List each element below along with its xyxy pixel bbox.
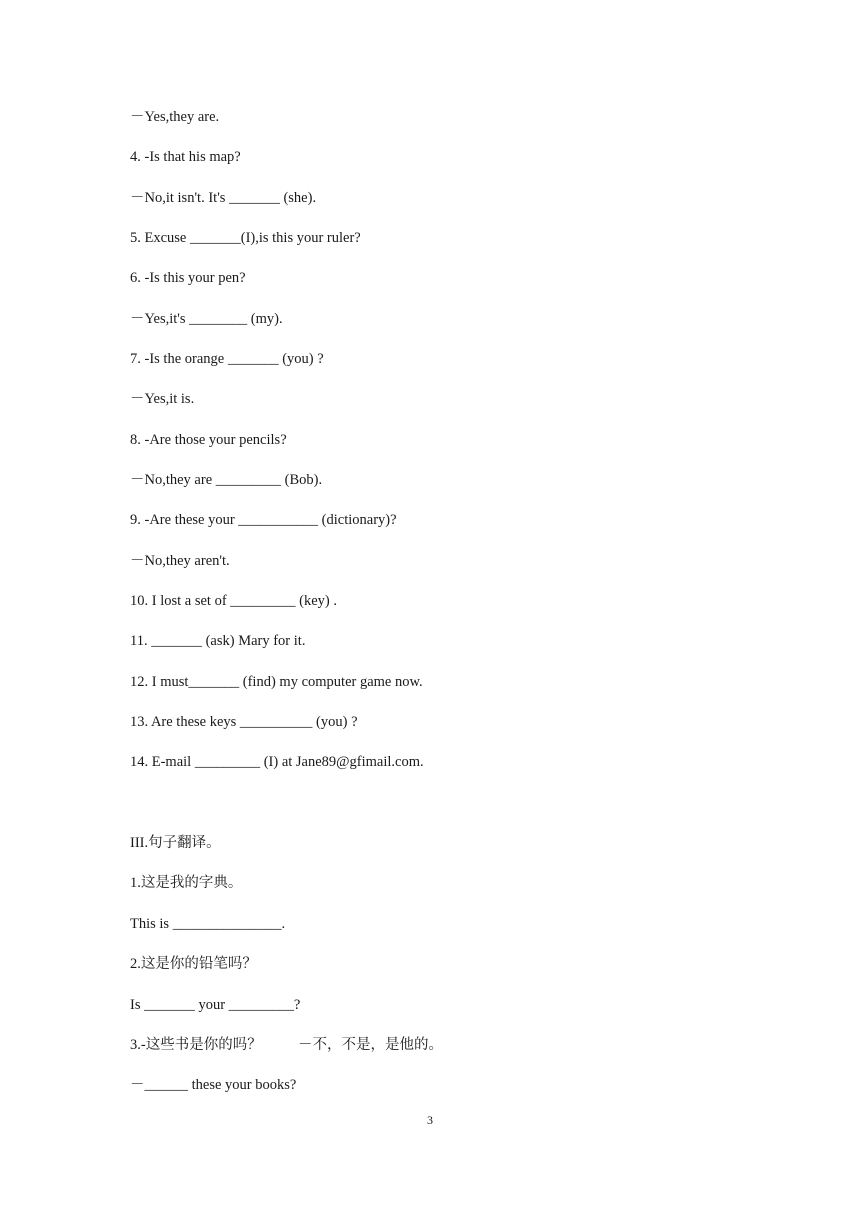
question-14: 14. E-mail _________ (I) at Jane89@gfimail.com.	[130, 754, 424, 770]
question-9: 9. -Are these your ___________ (dictionary)?	[130, 512, 397, 528]
translation-1-answer: This is _______________.	[130, 916, 286, 932]
translation-3-answer: －______ these your books?	[130, 1077, 297, 1093]
translation-2-prompt: 2.这是你的铅笔吗？	[130, 956, 257, 972]
question-6: 6. -Is this your pen?	[130, 270, 246, 286]
answer-line-9: －No,they aren't.	[130, 553, 230, 569]
answer-line-8: －No,they are _________ (Bob).	[130, 472, 323, 488]
translation-3-prompt: 3.-这些书是你的吗？ －不，不是，是他的。	[130, 1037, 443, 1053]
question-13: 13. Are these keys __________ (you) ?	[130, 714, 358, 730]
question-10: 10. I lost a set of _________ (key) .	[130, 593, 337, 609]
translation-2-answer: Is _______ your _________?	[130, 997, 301, 1013]
answer-line-7: －Yes,it is.	[130, 391, 195, 407]
question-7: 7. -Is the orange _______ (you) ?	[130, 351, 324, 367]
question-4: 4. -Is that his map?	[130, 149, 241, 165]
translation-1-prompt: 1.这是我的字典。	[130, 875, 243, 891]
page-number: 3	[427, 1113, 433, 1127]
question-11: 11. _______ (ask) Mary for it.	[130, 633, 306, 649]
answer-line-4: －No,it isn't. It's _______ (she).	[130, 190, 317, 206]
question-12: 12. I must_______ (find) my computer game now.	[130, 674, 423, 690]
question-8: 8. -Are those your pencils?	[130, 432, 287, 448]
section-heading: III.句子翻译。	[130, 835, 221, 851]
question-5: 5. Excuse _______(I),is this your ruler?	[130, 230, 361, 246]
answer-line-3: －Yes,they are.	[130, 109, 220, 125]
answer-line-6: －Yes,it's ________ (my).	[130, 311, 283, 327]
